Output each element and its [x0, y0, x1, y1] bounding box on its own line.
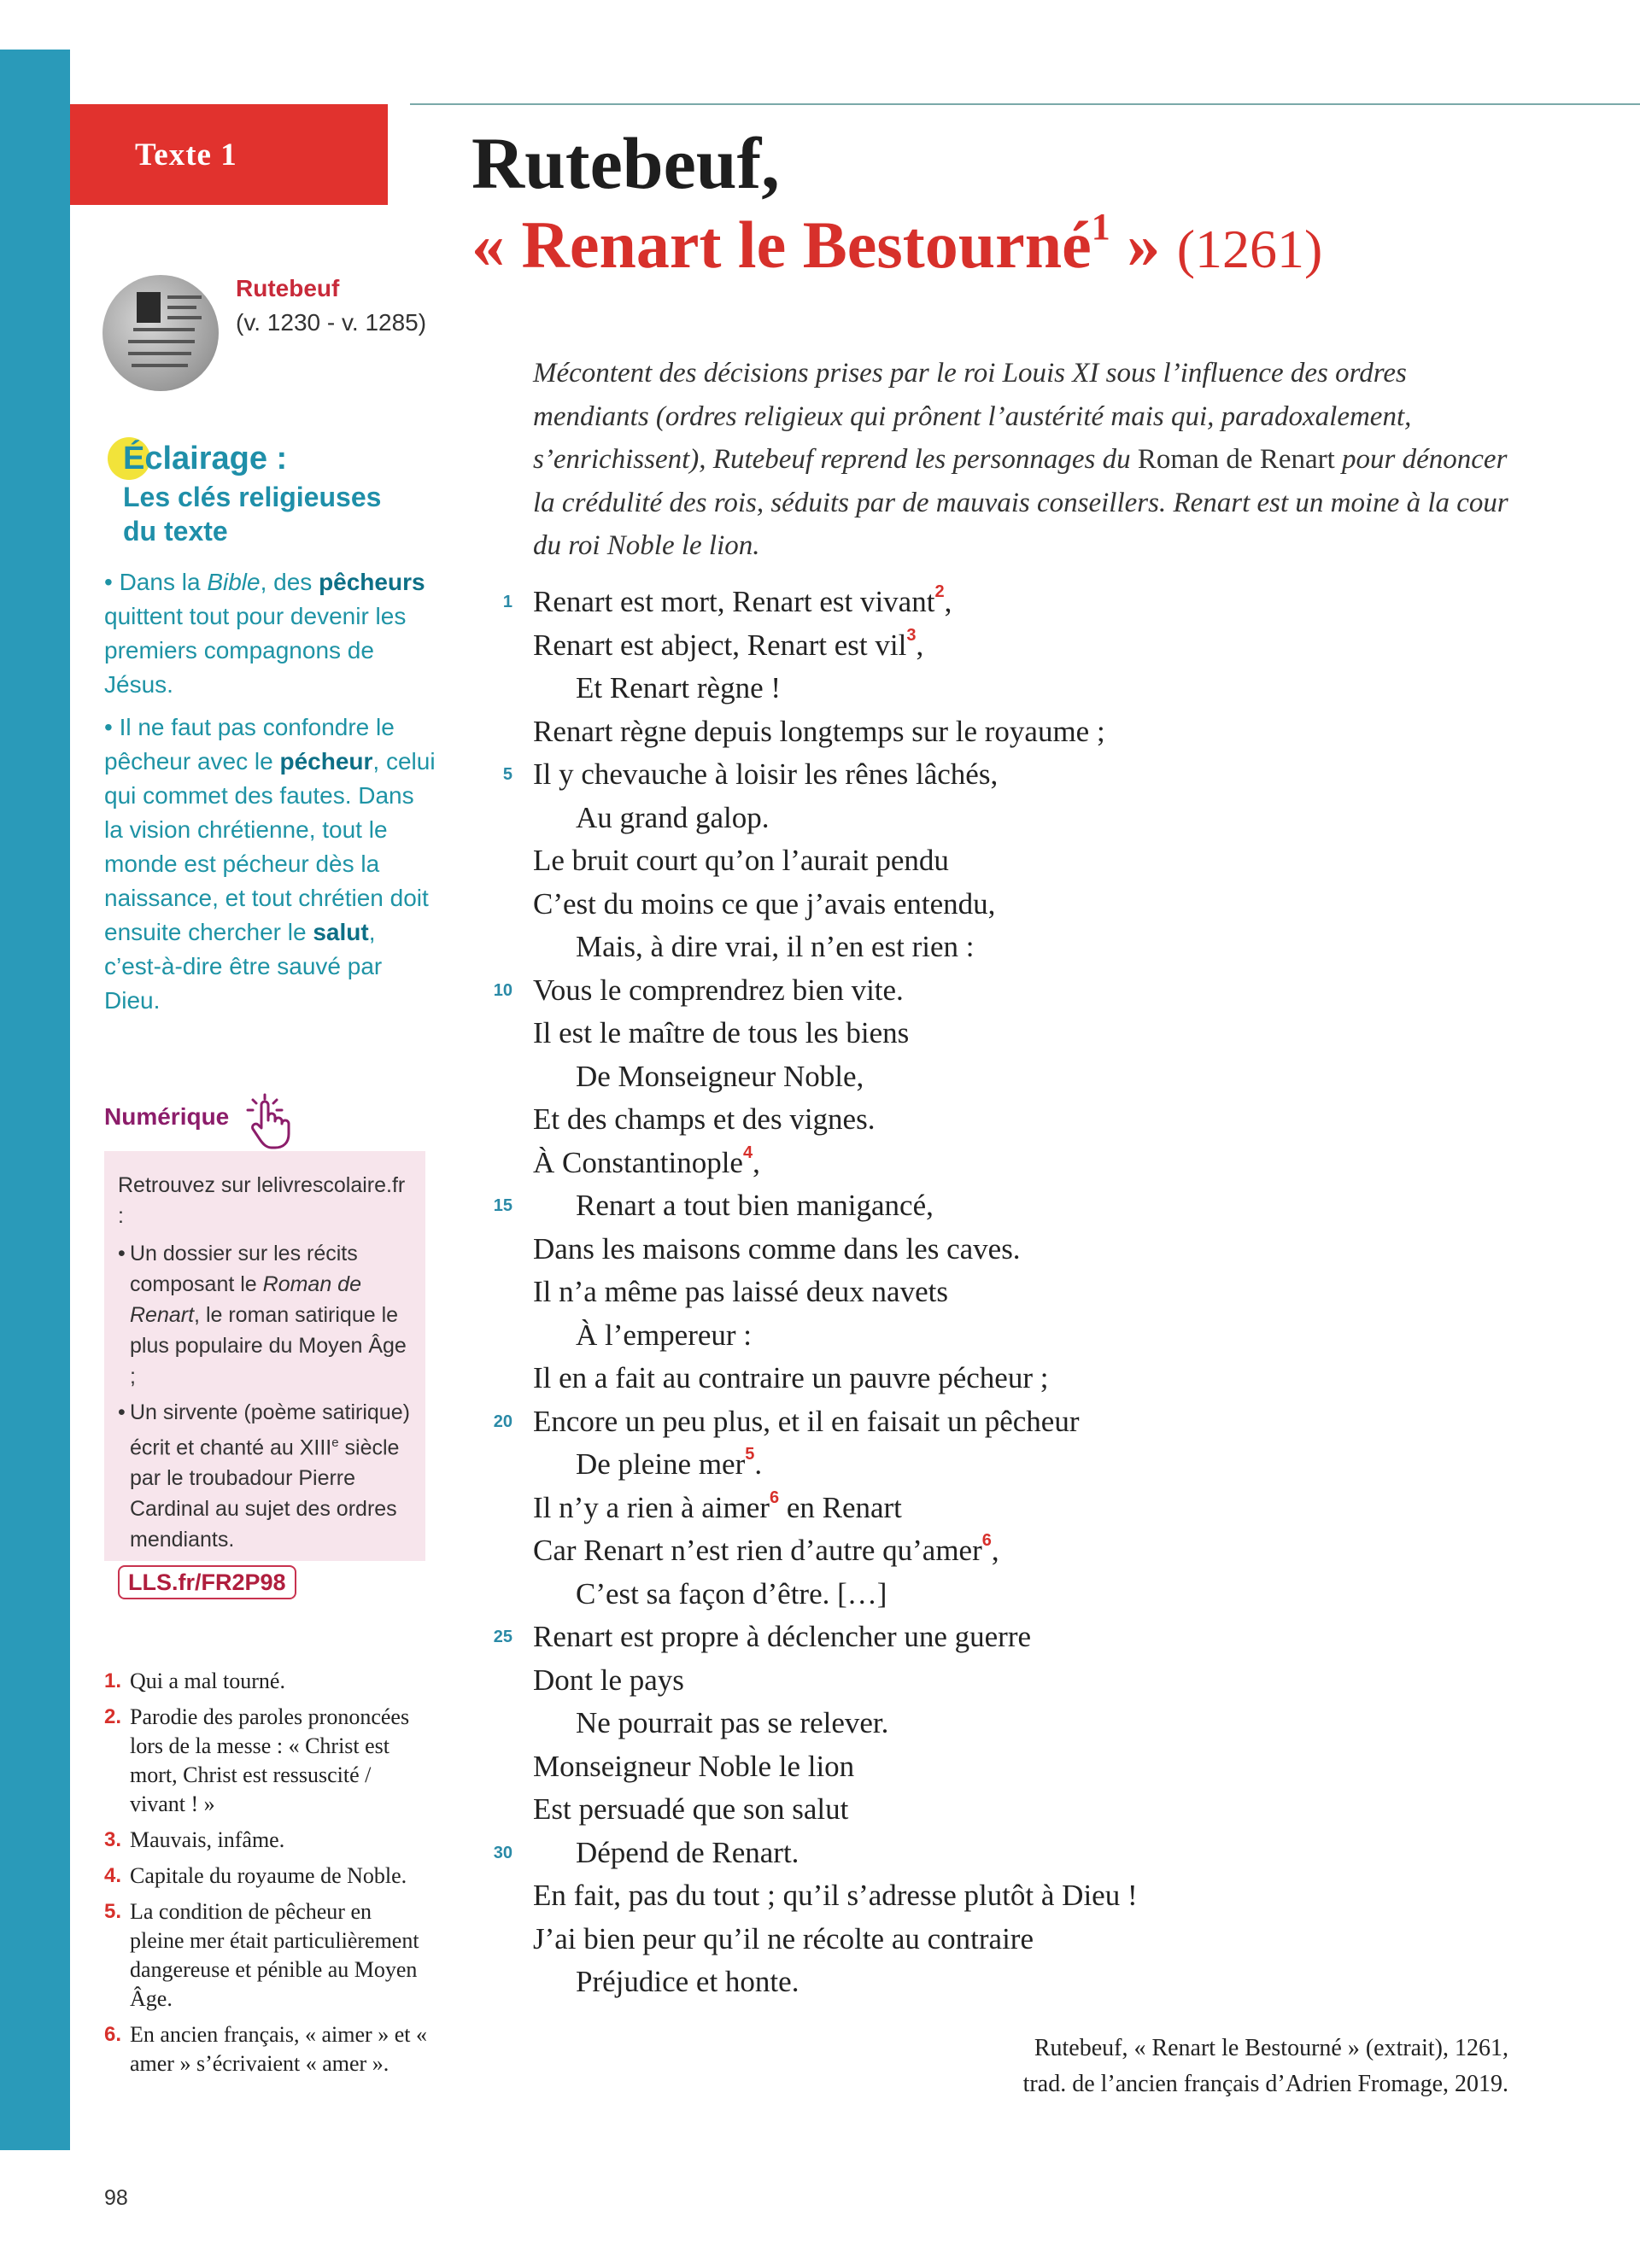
tap-hand-icon [241, 1093, 296, 1153]
footnote-text: La condition de pêcheur en pleine mer était particulièrement dangereuse et pénible au Moyen Âge. [130, 1899, 419, 2011]
poem-line-text: Il n’a même pas laissé deux navets [533, 1275, 948, 1308]
footnote [104, 1897, 429, 2014]
footnote-number: 6. [104, 2023, 122, 2046]
poem-line-text: Et des champs et des vignes. [533, 1102, 876, 1136]
poem-line [472, 710, 1582, 754]
poem-line-after: , [944, 585, 952, 618]
poem-line [472, 1012, 1582, 1055]
numerique-intro: Retrouvez sur lelivrescolaire.fr : [118, 1173, 406, 1228]
author-name: Rutebeuf [236, 275, 340, 301]
lls-link[interactable]: LLS.fr/FR2P98 [118, 1565, 296, 1599]
poem-line-text: Vous le comprendrez bien vite. [533, 973, 904, 1007]
line-number: 1 [502, 593, 512, 611]
poem-line [472, 1788, 1582, 1832]
poem-line [472, 667, 1582, 710]
line-number: 20 [493, 1412, 512, 1431]
line-number: 15 [493, 1196, 512, 1215]
poem-line-text: Il y chevauche à loisir les rênes lâchés, [533, 757, 999, 791]
poem-line-text: En fait, pas du tout ; qu’il s’adresse plutôt à Dieu ! [533, 1879, 1138, 1912]
footnote-text: Mauvais, infâme. [130, 1827, 285, 1852]
footnotes [104, 1667, 429, 2085]
poem-line [472, 1228, 1582, 1271]
poem-line-text: Renart règne depuis longtemps sur le royaume ; [533, 714, 1105, 748]
poem-line [472, 1529, 1582, 1573]
source-line: trad. de l’ancien français d’Adrien Fromage, 2019. [1022, 2071, 1508, 2097]
poem-line [472, 1184, 1582, 1228]
poem-line-text: Dans les maisons comme dans les caves. [533, 1231, 1021, 1266]
poem-line-text: Il en a fait au contraire un pauvre pécheur ; [533, 1361, 1049, 1394]
eclairage-title: Éclairage : [123, 441, 288, 476]
poem-line-text: C’est sa façon d’être. […] [576, 1576, 887, 1610]
list-item: • Un sirvente (poème satirique) écrit et chanté au XIIIe siècle par le troubadour Pierre Cardinal au sujet des ordres mendiants. [118, 1397, 412, 1555]
page-subtitle [472, 206, 1323, 282]
poem-line [472, 1918, 1582, 1961]
eclairage-paragraph: • Il ne faut pas confondre le pêcheur avec le pécheur, celui qui commet des fautes. Dans la vision chrétienne, tout le monde est pécheur dès la naissance, et tout chrétien doit ensuite chercher le salut, c’est-à-dire être sauvé par Dieu. [104, 714, 436, 1014]
poem-line [472, 1055, 1582, 1099]
poem-line [472, 581, 1582, 624]
intro-paragraph: Mécontent des décisions prises par le roi Louis XI sous l’influence des ordres mendiants (ordres religieux qui prônent l’austérité mais qui, paradoxalement, s’enrichissent), Rutebeuf reprend les personnages du Roman de Renart pour dénoncer la crédulité des rois, séduits par de mauvais conseillers. Renart est un moine à la cour du roi Noble le lion. [533, 358, 1508, 561]
numerique-label: Numérique [104, 1103, 230, 1130]
poem-line-text: Encore un peu plus, et il en faisait un pêcheur [533, 1404, 1080, 1438]
poem-line [472, 1659, 1582, 1703]
page-number: 98 [104, 2186, 128, 2210]
poem [472, 581, 1582, 2004]
author-dates: (v. 1230 - v. 1285) [236, 309, 427, 336]
poem-line [472, 1616, 1582, 1659]
footnote-ref: 4 [742, 1143, 753, 1162]
poem-line-text: À l’empereur : [576, 1318, 753, 1352]
poem-line-text: C’est du moins ce que j’avais entendu, [533, 886, 996, 921]
poem-line-text: Et Renart règne ! [576, 671, 782, 704]
poem-line-after: , [916, 628, 924, 662]
poem-line-after: . [754, 1447, 763, 1481]
poem-line-text: Monseigneur Noble le lion [533, 1749, 855, 1783]
poem-line-text: Mais, à dire vrai, il n’en est rien : [576, 930, 975, 963]
eclairage-body [104, 565, 437, 1026]
poem-line-text: Renart a tout bien manigancé, [576, 1189, 934, 1222]
poem-line-text: Dont le pays [533, 1663, 684, 1697]
footnote-ref: 6 [769, 1488, 780, 1507]
poem-line [472, 797, 1582, 840]
poem-line-text: J’ai bien peur qu’il ne récolte au contraire [533, 1921, 1034, 1955]
poem-line [472, 1443, 1582, 1487]
poem-line-text: De Monseigneur Noble, [576, 1059, 864, 1093]
poem-line-text: Est persuadé que son salut [533, 1792, 849, 1826]
footnote-ref: 6 [981, 1531, 992, 1550]
poem-line-after: en Renart [779, 1490, 902, 1524]
author-portrait [102, 275, 219, 391]
poem-line [472, 1098, 1582, 1142]
poem-line [472, 1702, 1582, 1745]
footnote-text: Capitale du royaume de Noble. [130, 1863, 407, 1888]
subtitle-close: » [1110, 208, 1161, 282]
poem-line [472, 926, 1582, 969]
footnote-text: Qui a mal tourné. [130, 1669, 285, 1693]
poem-line-text: À Constantinople [533, 1145, 743, 1179]
eclairage-paragraph: • Dans la Bible, des pêcheurs quittent tout pour devenir les premiers compagnons de Jésus. [104, 569, 425, 698]
line-number: 10 [493, 980, 512, 1000]
poem-line [472, 753, 1582, 797]
poem-line [472, 1357, 1582, 1400]
poem-line [472, 1745, 1582, 1789]
subtitle-footnote-ref: 1 [1091, 206, 1110, 248]
footnote [104, 1703, 429, 1819]
numerique-box [104, 1151, 425, 1596]
texte-tab-label: Texte 1 [135, 137, 237, 172]
footnote [104, 1667, 429, 1696]
line-number: 5 [502, 765, 512, 784]
footnote-text: En ancien français, « aimer » et « amer » s’écrivaient « amer ». [130, 2022, 427, 2076]
footnote [104, 1826, 429, 1855]
poem-line [472, 1314, 1582, 1358]
poem-line [472, 969, 1582, 1013]
line-number: 25 [493, 1628, 512, 1646]
poem-line [472, 1874, 1582, 1918]
footnote [104, 1862, 429, 1891]
footnote-ref: 3 [906, 625, 917, 645]
poem-line [472, 1573, 1582, 1616]
top-rule [410, 103, 1640, 105]
footnote-number: 4. [104, 1864, 122, 1887]
poem-line [472, 1832, 1582, 1875]
poem-line [472, 1142, 1582, 1185]
footnote-number: 1. [104, 1669, 122, 1692]
poem-line-text: Renart est propre à déclencher une guerre [533, 1620, 1032, 1653]
eclairage-subtitle: Les clés religieuses du texte [123, 482, 382, 547]
poem-line [472, 1487, 1582, 1530]
footnote-ref: 5 [745, 1445, 755, 1464]
poem-line-text: Dépend de Renart. [576, 1835, 800, 1869]
subtitle-open: « Renart le Bestourné [472, 208, 1092, 282]
poem-line-after: , [991, 1534, 999, 1567]
list-item: • Un dossier sur les récits composant le Roman de Renart, le roman satirique le plus populaire du Moyen Âge ; [118, 1238, 412, 1392]
texte-tab [70, 104, 388, 205]
poem-line-text: Il est le maître de tous les biens [533, 1016, 910, 1049]
poem-line [472, 1400, 1582, 1444]
footnote-number: 2. [104, 1705, 122, 1728]
poem-line-text: Renart est abject, Renart est vil [533, 628, 907, 662]
poem-line-text: Car Renart n’est rien d’autre qu’amer [533, 1534, 982, 1567]
title-year: (1261) [1176, 219, 1323, 279]
poem-line [472, 883, 1582, 926]
poem-line-text: De pleine mer [576, 1447, 746, 1481]
poem-line [472, 624, 1582, 668]
poem-line [472, 1961, 1582, 2004]
footnote [104, 2020, 429, 2078]
poem-line-text: Au grand galop. [576, 800, 770, 834]
poem-line [472, 1271, 1582, 1314]
page-title: Rutebeuf, [472, 122, 780, 204]
footnote-number: 3. [104, 1828, 122, 1851]
poem-line-text: Il n’y a rien à aimer [533, 1490, 770, 1524]
line-number: 30 [493, 1843, 512, 1862]
poem-line-after: , [753, 1145, 760, 1179]
poem-line-text: Préjudice et honte. [576, 1965, 800, 1998]
footnote-text: Parodie des paroles prononcées lors de la messe : « Christ est mort, Christ est ressuscité / vivant ! » [130, 1704, 410, 1816]
source-line: Rutebeuf, « Renart le Bestourné » (extrait), 1261, [1034, 2035, 1508, 2061]
footnote-number: 5. [104, 1900, 122, 1923]
poem-line-text: Ne pourrait pas se relever. [576, 1706, 889, 1739]
poem-line-text: Le bruit court qu’on l’aurait pendu [533, 844, 949, 877]
poem-line-text: Renart est mort, Renart est vivant [533, 585, 935, 618]
footnote-ref: 2 [934, 582, 945, 601]
side-color-bar [0, 50, 70, 2150]
poem-line [472, 839, 1582, 883]
source-citation [1023, 2031, 1508, 2102]
